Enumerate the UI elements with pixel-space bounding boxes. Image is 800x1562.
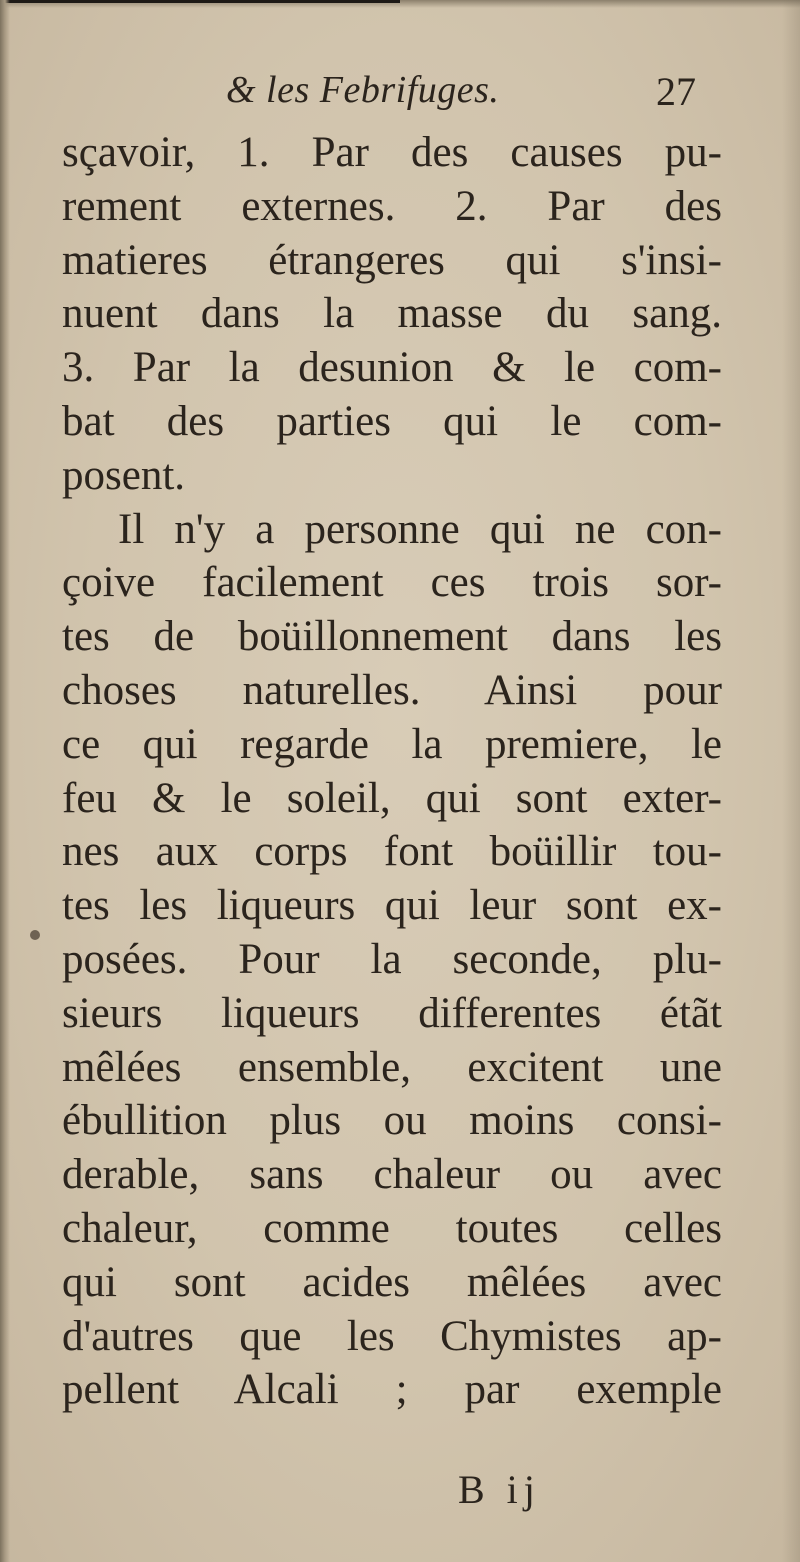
text-line: matieres étrangeres qui s'insi- — [62, 236, 722, 284]
text-line: rement externes. 2. Par des — [62, 182, 722, 230]
text-line: chaleur, comme toutes celles — [62, 1204, 722, 1252]
text-line: feu & le soleil, qui sont exter- — [62, 774, 722, 822]
ink-spot-mark — [30, 930, 40, 940]
text-line: posées. Pour la seconde, plu- — [62, 935, 722, 983]
text-line: sçavoir, 1. Par des causes pu- — [62, 129, 722, 176]
text-line: pellent Alcali ; par exemple — [62, 1366, 722, 1414]
text-line: sieurs liqueurs differentes étãt — [62, 989, 722, 1037]
text-line: ébullition plus ou moins consi- — [62, 1097, 722, 1145]
body-text — [62, 126, 722, 1417]
text-line: bat des parties qui le com- — [62, 397, 722, 445]
page-gutter — [0, 0, 10, 1562]
text-line: tes de boüillonnement dans les — [62, 613, 722, 661]
text-line: nuent dans la masse du sang. — [62, 290, 722, 338]
text-line: 3. Par la desunion & le com- — [62, 344, 722, 392]
text-line: çoive facilement ces trois sor- — [62, 559, 722, 607]
running-title: & les Febrifuges. — [226, 69, 500, 111]
text-line: Il n'y a personne qui ne con- — [118, 505, 722, 553]
page-top-binding — [0, 0, 400, 3]
page-number: 27 — [656, 69, 696, 114]
text-line: tes les liqueurs qui leur sont ex- — [62, 882, 722, 930]
page-header — [0, 68, 800, 118]
text-line: derable, sans chaleur ou avec — [62, 1151, 722, 1199]
text-line: d'autres que les Chymistes ap- — [62, 1312, 722, 1360]
text-line: qui sont acides mêlées avec — [62, 1258, 722, 1306]
text-line: nes aux corps font boüillir tou- — [62, 828, 722, 876]
signature-mark: B ij — [458, 1467, 541, 1512]
text-line: ce qui regarde la premiere, le — [62, 720, 722, 768]
text-line: posent. — [62, 451, 186, 499]
text-line: mêlées ensemble, excitent une — [62, 1043, 722, 1091]
text-line: choses naturelles. Ainsi pour — [62, 666, 722, 714]
page-right-shadow — [782, 0, 800, 1562]
